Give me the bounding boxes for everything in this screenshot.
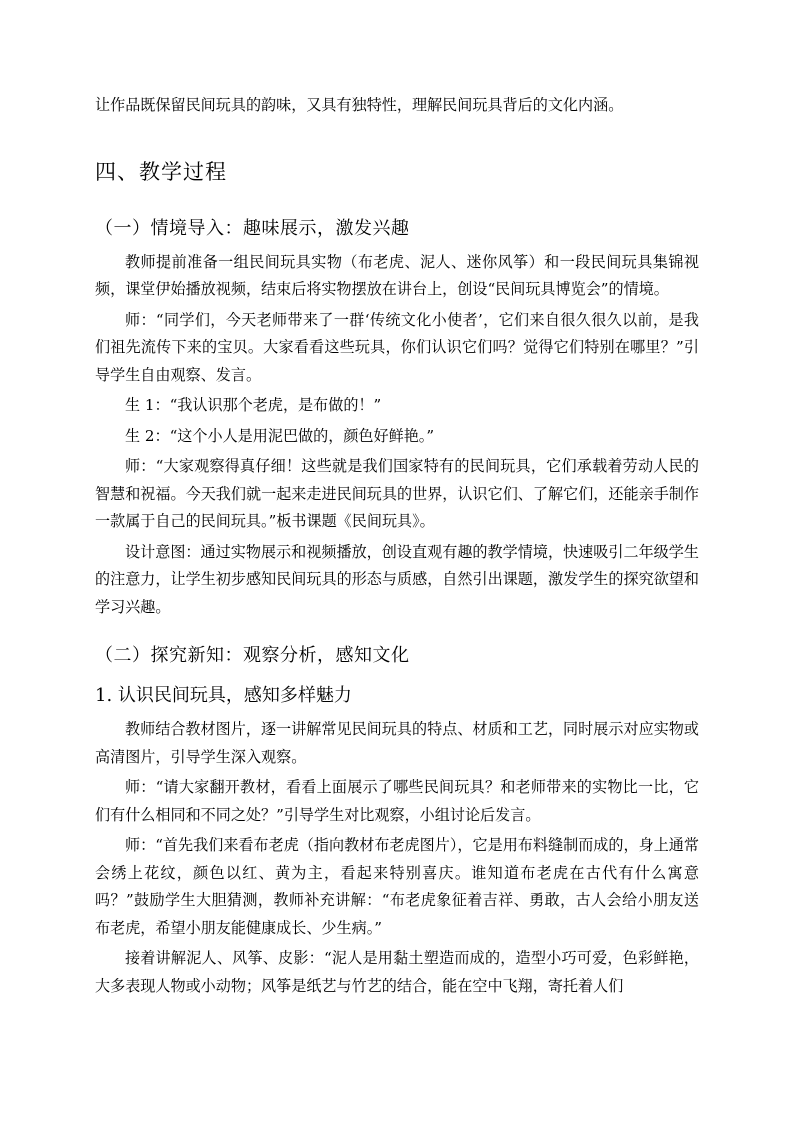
subsection-heading-explore-new-knowledge: （二）探究新知：观察分析，感知文化 <box>95 645 410 666</box>
subsection-heading-situation-intro: （一）情境导入：趣味展示，激发兴趣 <box>95 217 410 239</box>
paragraph-teacher-explains-textbook: 教师结合教材图片，逐一讲解常见民间玩具的特点、材质和工艺，同时展示对应实物或高清图片，引导学生深入观察。 <box>95 720 699 766</box>
intro-line: 让作品既保留民间玩具的韵味，又具有独特性，理解民间玩具背后的文化内涵。 <box>95 96 624 114</box>
paragraph-intro-preparation: 教师提前准备一组民间玩具实物（布老虎、泥人、迷你风筝）和一段民间玩具集锦视频，课堂伊始播放视频，结束后将实物摆放在讲台上，创设“民间玩具博览会”的情境。 <box>95 252 699 298</box>
paragraph-teacher-question: 师：“同学们，今天老师带来了一群‘传统文化小使者’，它们来自很久很久以前，是我们祖先流传下来的宝贝。大家看看这些玩具，你们认识它们吗？觉得它们特别在哪里？”引导学生自由观察、发言。 <box>95 310 699 384</box>
section-heading-teaching-process: 四、教学过程 <box>95 159 227 184</box>
paragraph-student-1: 生 1：“我认识那个老虎，是布做的！” <box>125 396 382 414</box>
paragraph-clay-kite-shadow: 接着讲解泥人、风筝、皮影：“泥人是用黏土塑造而成的，造型小巧可爱，色彩鲜艳，大多表现人物或小动物；风筝是纸艺与竹艺的结合，能在空中飞翔，寄托着人们 <box>95 949 699 995</box>
paragraph-cloth-tiger: 师：“首先我们来看布老虎（指向教材布老虎图片），它是用布料缝制而成的，身上通常会绣上花纹，颜色以红、黄为主，看起来特别喜庆。谁知道布老虎在古代有什么寓意吗？”鼓励学生大胆猜测，教师补充讲解：“布老虎象征着吉祥、勇敢，古人会给小朋友送布老虎，希望小朋友能健康成长、少生病。” <box>95 836 699 937</box>
paragraph-teacher-compare-question: 师：“请大家翻开教材，看看上面展示了哪些民间玩具？和老师带来的实物比一比，它们有什么相同和不同之处？”引导学生对比观察，小组讨论后发言。 <box>95 778 699 824</box>
paragraph-teacher-summary: 师：“大家观察得真仔细！这些就是我们国家特有的民间玩具，它们承载着劳动人民的智慧和祝福。今天我们就一起来走进民间玩具的世界，认识它们、了解它们，还能亲手制作一款属于自己的民间玩具。”板书课题《民间玩具》。 <box>95 457 699 530</box>
paragraph-design-intent: 设计意图：通过实物展示和视频播放，创设直观有趣的教学情境，快速吸引二年级学生的注意力，让学生初步感知民间玩具的形态与质感，自然引出课题，激发学生的探究欲望和学习兴趣。 <box>95 542 699 616</box>
document-body <box>95 92 699 1000</box>
item-heading-know-folk-toys: 1. 认识民间玩具，感知多样魅力 <box>95 685 352 706</box>
paragraph-student-2: 生 2：“这个小人是用泥巴做的，颜色好鲜艳。” <box>125 426 435 445</box>
